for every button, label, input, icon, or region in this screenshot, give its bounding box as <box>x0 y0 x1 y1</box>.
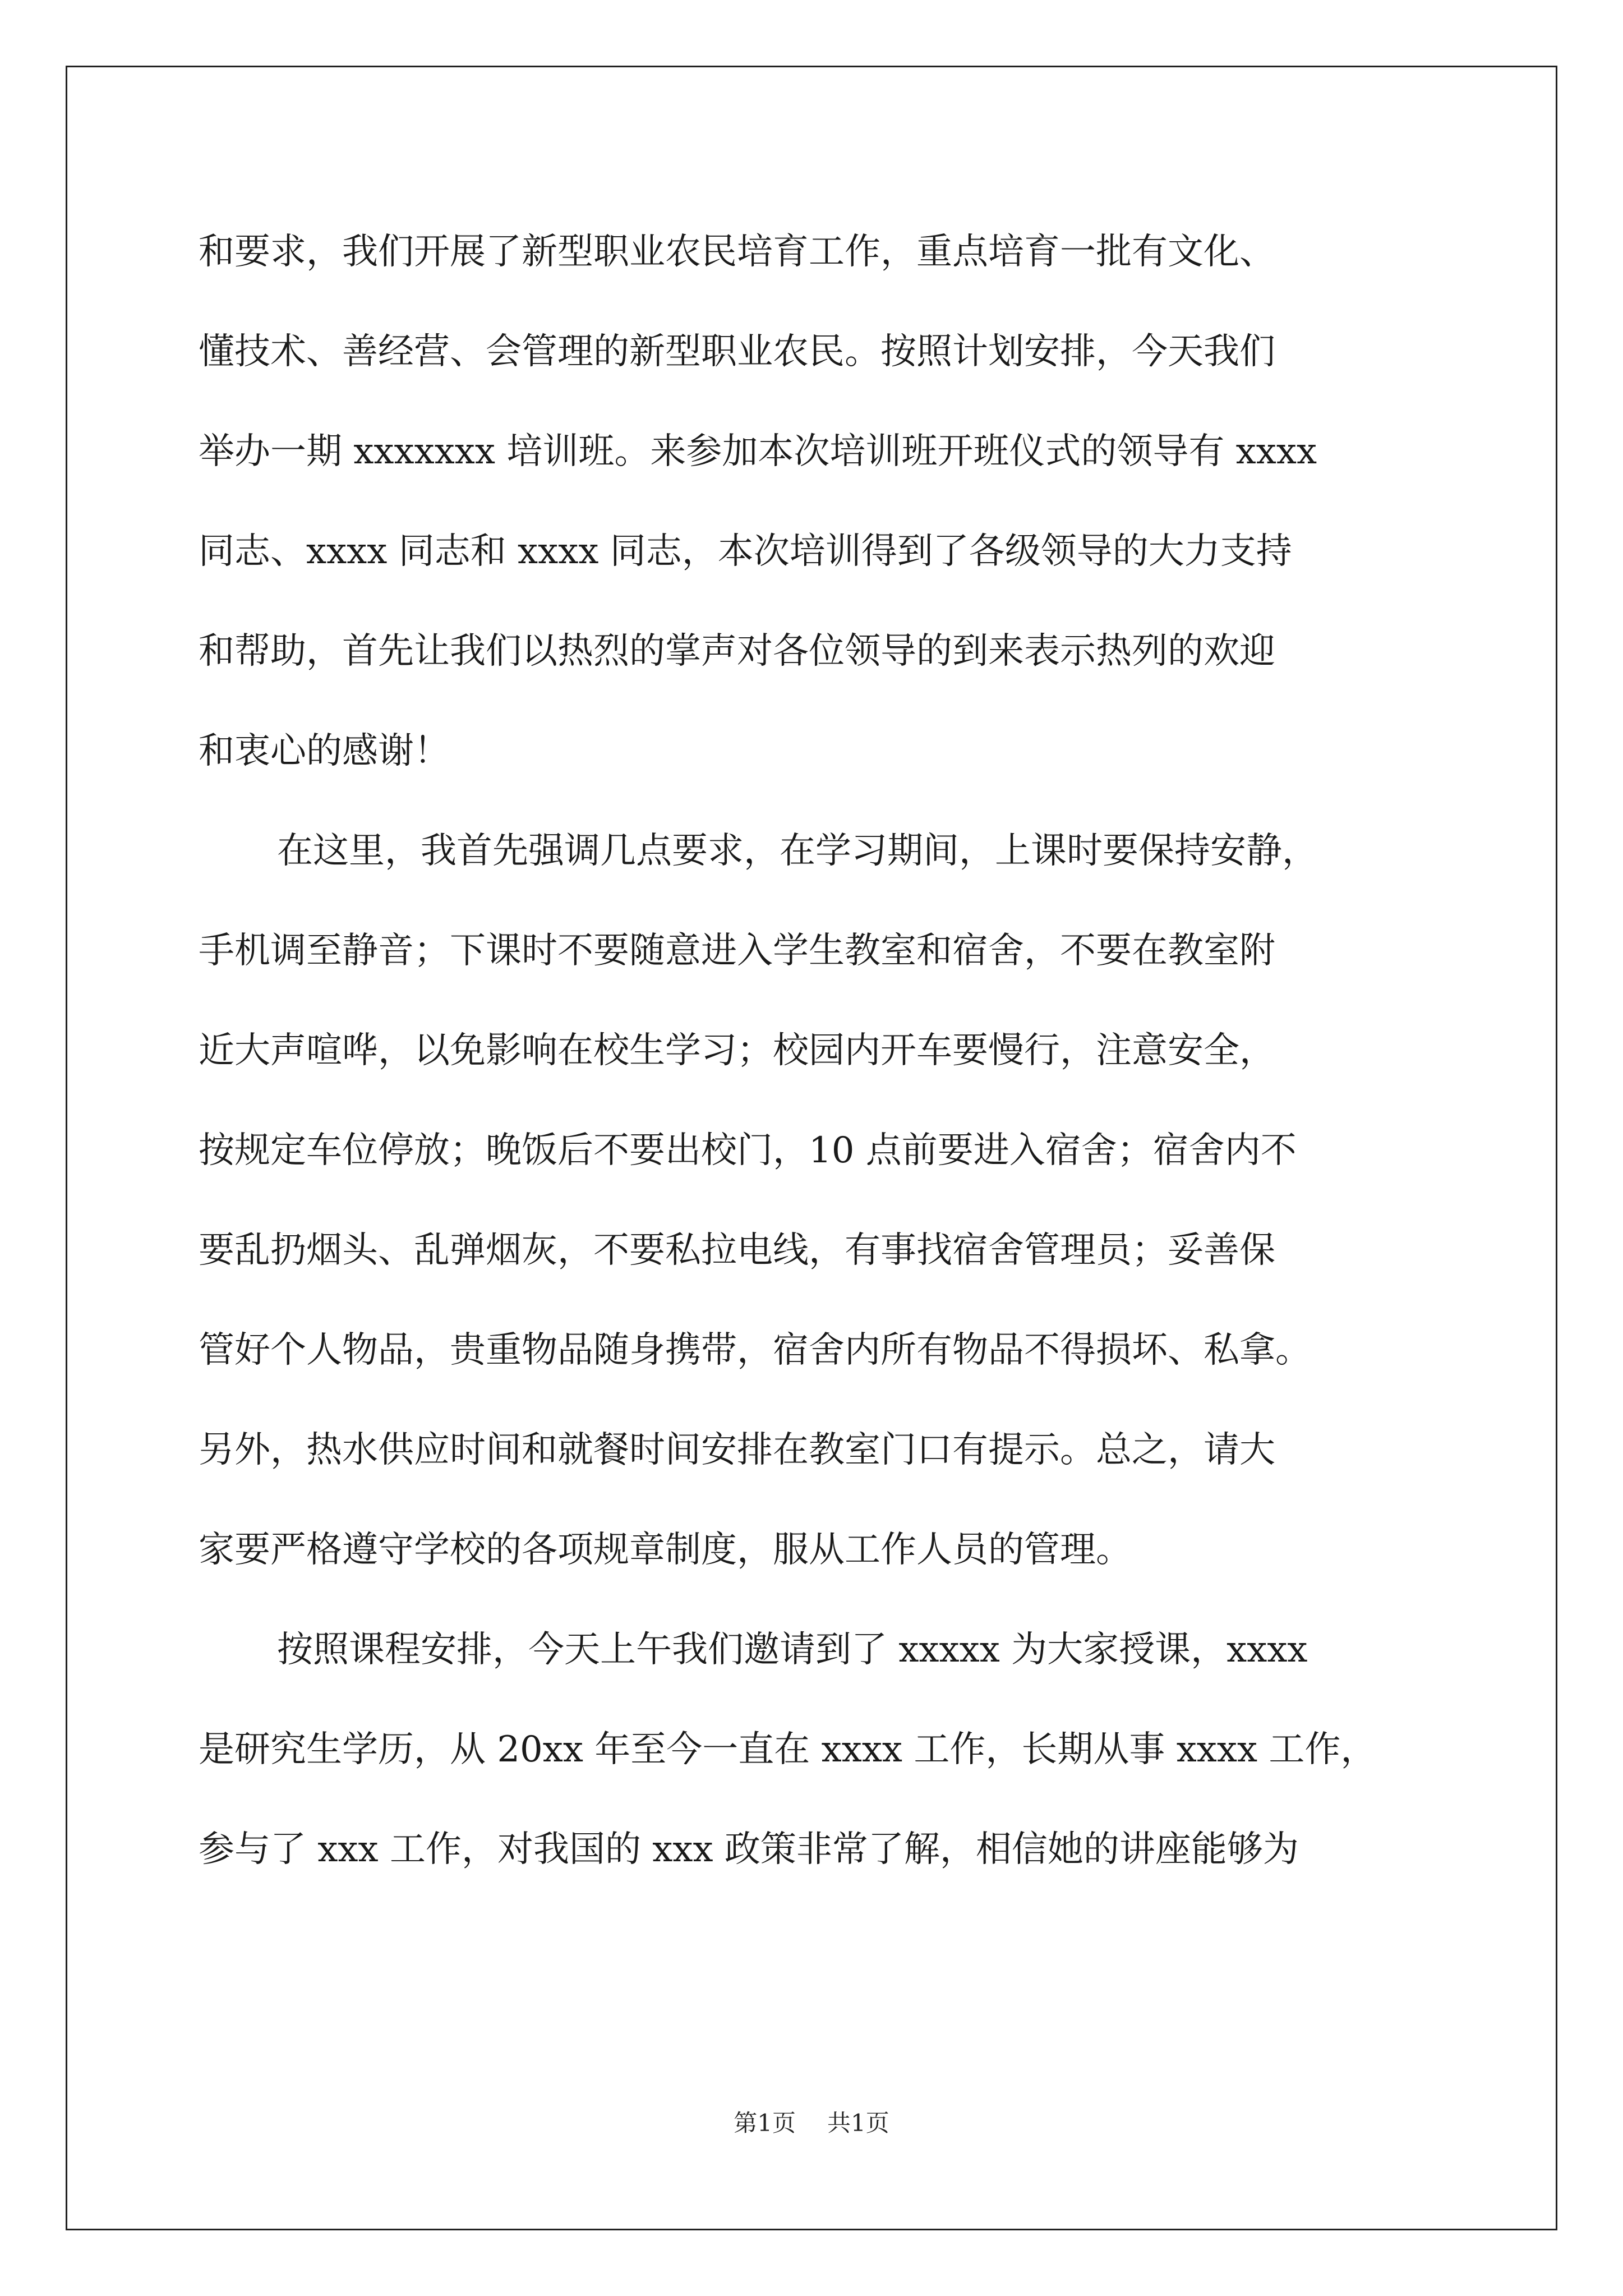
paragraph-opening-continuation <box>199 202 1435 801</box>
text-line: 在这里，我首先强调几点要求，在学习期间，上课时要保持安静， <box>277 830 1318 872</box>
text-line: 同志、xxxx 同志和 xxxx 同志，本次培训得到了各级领导的大力支持 <box>199 531 1292 572</box>
text-line: 另外，热水供应时间和就餐时间安排在教室门口有提示。总之，请大 <box>199 1429 1275 1471</box>
text-line: 举办一期 xxxxxxx 培训班。来参加本次培训班开班仪式的领导有 xxxx <box>199 431 1317 472</box>
page-number-total: 共1页 <box>827 2109 889 2137</box>
text-line: 按规定车位停放；晚饭后不要出校门，10 点前要进入宿舍；宿舍内不 <box>199 1130 1297 1171</box>
text-line: 和帮助，首先让我们以热烈的掌声对各位领导的到来表示热列的欢迎 <box>199 631 1275 672</box>
text-line: 和要求，我们开展了新型职业农民培育工作，重点培育一批有文化、 <box>199 231 1275 273</box>
document-body <box>199 202 1435 1899</box>
page-number-current: 第1页 <box>734 2109 796 2137</box>
page-footer <box>0 2106 1623 2140</box>
text-line: 按照课程安排，今天上午我们邀请到了 xxxxx 为大家授课，xxxx <box>277 1629 1308 1671</box>
text-line: 手机调至静音；下课时不要随意进入学生教室和宿舍，不要在教室附 <box>199 930 1275 972</box>
paragraph-requirements <box>199 801 1435 1600</box>
text-line: 家要严格遵守学校的各项规章制度，服从工作人员的管理。 <box>199 1529 1132 1571</box>
text-line: 是研究生学历，从 20xx 年至今一直在 xxxx 工作，长期从事 xxxx 工作， <box>199 1729 1377 1770</box>
paragraph-course-schedule <box>199 1600 1435 1899</box>
text-line: 参与了 xxx 工作，对我国的 xxx 政策非常了解，相信她的讲座能够为 <box>199 1829 1299 1870</box>
text-line: 懂技术、善经营、会管理的新型职业农民。按照计划安排，今天我们 <box>199 331 1275 372</box>
text-line: 近大声喧哗，以免影响在校生学习；校园内开车要慢行，注意安全， <box>199 1030 1275 1071</box>
text-line: 要乱扔烟头、乱弹烟灰，不要私拉电线，有事找宿舍管理员；妥善保 <box>199 1230 1275 1271</box>
text-line: 和衷心的感谢！ <box>199 730 450 772</box>
text-line: 管好个人物品，贵重物品随身携带，宿舍内所有物品不得损坏、私拿。 <box>199 1329 1311 1371</box>
